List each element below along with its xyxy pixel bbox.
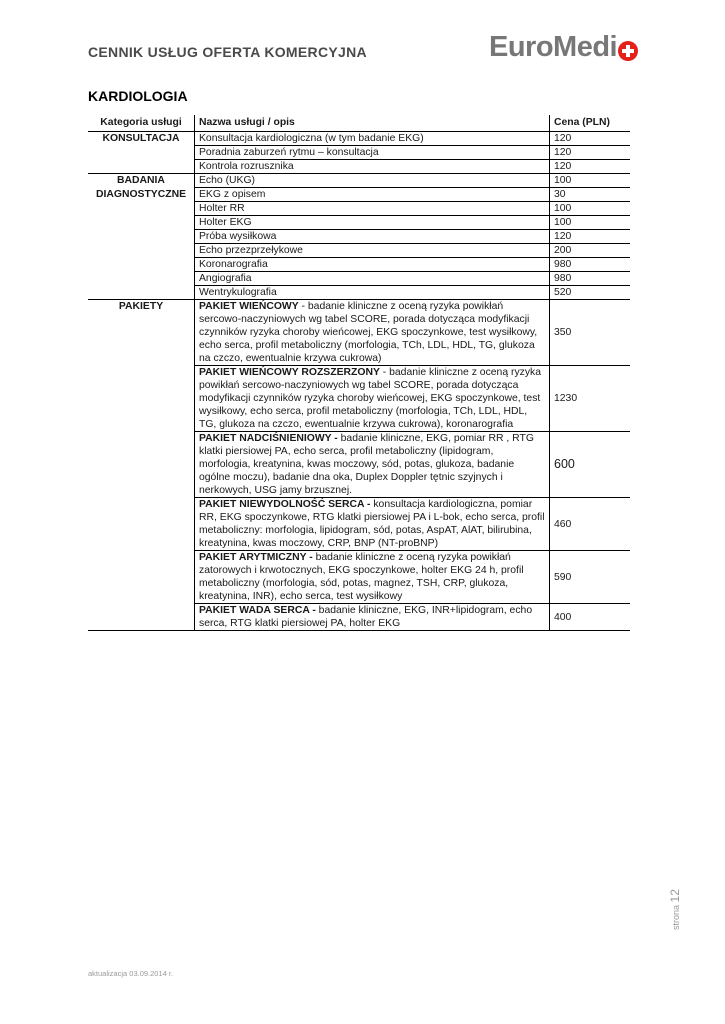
header-category: Kategoria usługi [88, 115, 195, 132]
category-badania [88, 174, 195, 300]
service-price: 980 [550, 258, 631, 272]
section-title: KARDIOLOGIA [88, 88, 188, 104]
service-name: Poradnia zaburzeń rytmu – konsultacja [195, 146, 550, 160]
package-title: PAKIET NIEWYDOLNOŚĆ SERCA - [199, 499, 371, 510]
service-name: Kontrola rozrusznika [195, 160, 550, 174]
package-description [195, 300, 550, 366]
package-description [195, 498, 550, 551]
package-price: 350 [550, 300, 631, 366]
package-title: PAKIET WIEŃCOWY [199, 301, 299, 312]
document-title: CENNIK USŁUG OFERTA KOMERCYJNA [88, 44, 367, 60]
service-name: Holter RR [195, 202, 550, 216]
service-name: Holter EKG [195, 216, 550, 230]
service-name: Konsultacja kardiologiczna (w tym badanie EKG) [195, 132, 550, 146]
package-desc: badanie kliniczne, EKG, INR+lipidogram, echo serca, RTG klatki piersiowej PA, holter EKG [199, 605, 533, 629]
service-name: Próba wysiłkowa [195, 230, 550, 244]
service-name: EKG z opisem [195, 188, 550, 202]
service-price: 980 [550, 272, 631, 286]
service-name: Echo przezprzełykowe [195, 244, 550, 258]
package-price: 460 [550, 498, 631, 551]
package-desc: - badanie kliniczne z oceną ryzyka powikłań sercowo-naczyniowych wg tabel SCORE, porada dotycząca modyfikacji czynników ryzyka choroby wieńcowej, EKG spoczynkowe, test wysiłkowy, echo serca, profil metaboliczny (morfologia, TCh, LDL, HDL, TG, glukoza na czczo, ewentualnie krzywa cukrowa) [199, 301, 538, 364]
header-name: Nazwa usługi / opis [195, 115, 550, 132]
page-number [668, 889, 682, 930]
service-price: 120 [550, 160, 631, 174]
page-number-value: 12 [668, 889, 682, 903]
category-badania-line1: BADANIA [117, 175, 165, 186]
service-price: 100 [550, 202, 631, 216]
package-desc: - badanie kliniczne z oceną ryzyka powikłań sercowo-naczyniowych wg tabel SCORE, porada dotycząca modyfikacji czynników ryzyka choroby wieńcowej, EKG spoczynkowe, test wysiłkowy, echo serca, profil metaboliczny (morfologia, TCh, LDL, HDL, TG, glukoza na czczo, ewentualnie krzywa cukrowa), koronarografia [199, 367, 542, 430]
package-description [195, 551, 550, 604]
service-name: Koronarografia [195, 258, 550, 272]
page-label: strona [671, 904, 681, 930]
package-title: PAKIET WADA SERCA - [199, 605, 316, 616]
service-name: Angiografia [195, 272, 550, 286]
euromedic-logo [489, 31, 638, 64]
package-title: PAKIET WIEŃCOWY ROZSZERZONY [199, 367, 380, 378]
header-price: Cena (PLN) [550, 115, 631, 132]
service-name: Wentrykulografia [195, 286, 550, 300]
table-row [88, 300, 630, 366]
service-price: 200 [550, 244, 631, 258]
category-konsultacja: KONSULTACJA [88, 132, 195, 174]
category-badania-line2: DIAGNOSTYCZNE [95, 189, 187, 200]
table-header-row [88, 115, 630, 132]
logo-text: EuroMedi [489, 31, 618, 63]
package-desc: konsultacja kardiologiczna, pomiar RR, EKG spoczynkowe, RTG klatki piersiowej PA i L-bok, echo serca, profil metaboliczny: morfologia, lipidogram, sód, potas, AspAT, AlAT, bilirubina, kreatynina, kwas moczowy, CRP, BNP (NT-proBNP) [199, 499, 545, 549]
service-name: Echo (UKG) [195, 174, 550, 188]
red-circle-cross-icon [618, 41, 638, 61]
package-title: PAKIET ARYTMICZNY - [199, 552, 313, 563]
service-price: 100 [550, 174, 631, 188]
service-price: 120 [550, 230, 631, 244]
package-price: 600 [550, 432, 631, 498]
category-pakiety: PAKIETY [88, 300, 195, 631]
package-description [195, 604, 550, 631]
service-price: 30 [550, 188, 631, 202]
service-price: 120 [550, 132, 631, 146]
table-row [88, 132, 630, 146]
update-date: aktualizacja 03.09.2014 r. [88, 969, 174, 978]
package-price: 590 [550, 551, 631, 604]
service-price: 520 [550, 286, 631, 300]
package-description [195, 432, 550, 498]
table-row [88, 174, 630, 188]
package-price: 1230 [550, 366, 631, 432]
package-desc: badanie kliniczne, EKG, pomiar RR , RTG klatki piersiowej PA, echo serca, profil metaboliczny (lipidogram, morfologia, kreatynina, kwas moczowy, sód, potas, glukoza, badanie ogólne moczu), badanie dna oka, Duplex Doppler tętnic szyjnych i nerkowych, USG jamy brzusznej. [199, 433, 534, 496]
package-price: 400 [550, 604, 631, 631]
package-title: PAKIET NADCIŚNIENIOWY - [199, 433, 338, 444]
price-table [88, 115, 630, 631]
service-price: 100 [550, 216, 631, 230]
package-description [195, 366, 550, 432]
package-desc: badanie kliniczne z oceną ryzyka powikłań zatorowych i krwotocznych, EKG spoczynkowe, holter EKG 24 h, profil metaboliczny (morfologia, sód, potas, magnez, TSH, CRP, glukoza, kreatynina, INR), echo serca, test wysiłkowy [199, 552, 524, 602]
service-price: 120 [550, 146, 631, 160]
